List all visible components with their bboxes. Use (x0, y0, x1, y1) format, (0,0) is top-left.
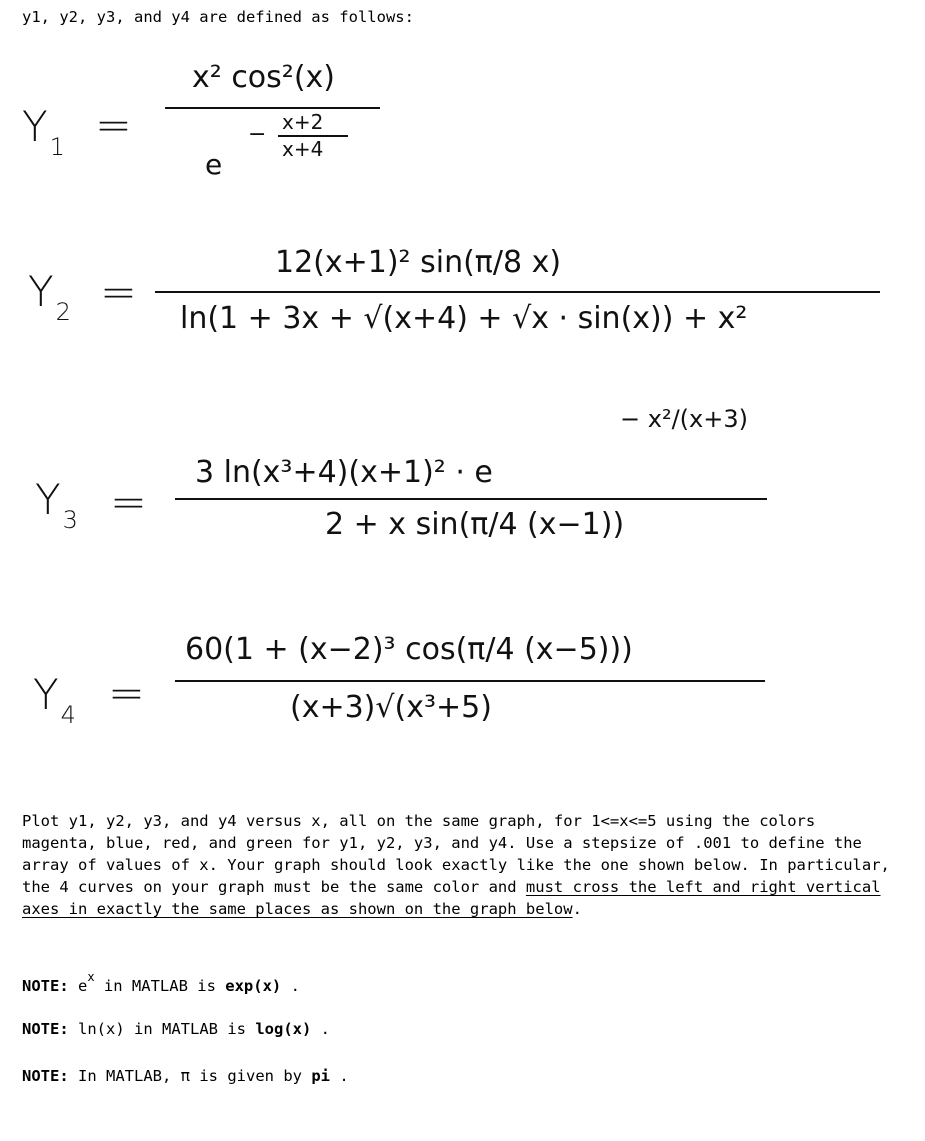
instructions-paragraph (22, 810, 892, 920)
instructions-end: . (572, 900, 582, 918)
instructions-underlined: must cross the left and right vertical axes in exactly the same places as shown on the graph below (22, 878, 881, 918)
equals-sign: = (108, 668, 145, 719)
y4-fraction-bar (175, 680, 765, 682)
y3-numerator: 3 ln(x³+4)(x+1)² · e (195, 455, 493, 490)
instructions-text: Plot y1, y2, y3, and y4 versus x, all on the same graph, for 1<=x<=5 using the colors magenta, blue, red, and green for y1, y2, y3, and y4. Use a stepsize of .001 to define the array of values of x. Your graph should look exactly like the one shown below. In particular, the 4 curves on your graph must be the same color and (22, 812, 890, 896)
note-label: NOTE: (22, 977, 69, 996)
y2-numerator: 12(x+1)² sin(π/8 x) (275, 245, 562, 280)
y3-denominator: 2 + x sin(π/4 (x−1)) (325, 507, 625, 542)
note-code: log(x) (255, 1020, 312, 1038)
equation-y3 (0, 385, 925, 575)
note-tail: . (281, 977, 300, 996)
note-pre: e (78, 977, 88, 996)
note-code: pi (311, 1067, 330, 1085)
y4-numerator: 60(1 + (x−2)³ cos(π/4 (x−5))) (185, 632, 633, 667)
equals-sign: = (100, 267, 137, 318)
equation-y1 (0, 50, 925, 190)
note-exp (22, 970, 300, 996)
intro-text: y1, y2, y3, and y4 are defined as follows: (22, 8, 414, 26)
y2-lhs: $Y_2$ (28, 267, 71, 326)
note-tail: . (311, 1020, 330, 1038)
note-tail: . (329, 1067, 349, 1085)
y1-exp-numerator: x+2 (282, 110, 324, 134)
y1-exp-sign: − (248, 122, 267, 147)
note-log (22, 1020, 330, 1038)
y1-numerator: x² cos²(x) (192, 60, 335, 95)
y3-fraction-bar (175, 498, 767, 500)
equals-sign: = (110, 477, 147, 528)
note-code: exp(x) (225, 977, 282, 996)
y3-lhs: $Y_3$ (35, 475, 78, 534)
note-text: in MATLAB is (94, 977, 226, 996)
y4-denominator: (x+3)√(x³+5) (290, 690, 492, 725)
y1-fraction-bar (165, 107, 380, 109)
note-label: NOTE: (22, 1067, 69, 1085)
y1-denominator-base: e (205, 148, 223, 181)
note-text: In MATLAB, π is given by (78, 1067, 312, 1085)
y1-lhs: $Y_1$ (22, 102, 65, 161)
note-text: ln(x) in MATLAB is (78, 1020, 256, 1038)
equation-y2 (0, 225, 925, 355)
y2-fraction-bar (155, 291, 880, 293)
y2-denominator: ln(1 + 3x + √(x+4) + √x · sin(x)) + x² (180, 301, 748, 336)
note-sup: x (87, 970, 95, 984)
y4-lhs: $Y_4$ (33, 670, 76, 729)
y3-exponent: − x²/(x+3) (620, 405, 748, 433)
equation-y4 (0, 610, 925, 760)
equals-sign: = (95, 100, 132, 151)
note-label: NOTE: (22, 1020, 69, 1038)
y1-exp-denominator: x+4 (282, 137, 324, 161)
note-pi (22, 1067, 349, 1085)
